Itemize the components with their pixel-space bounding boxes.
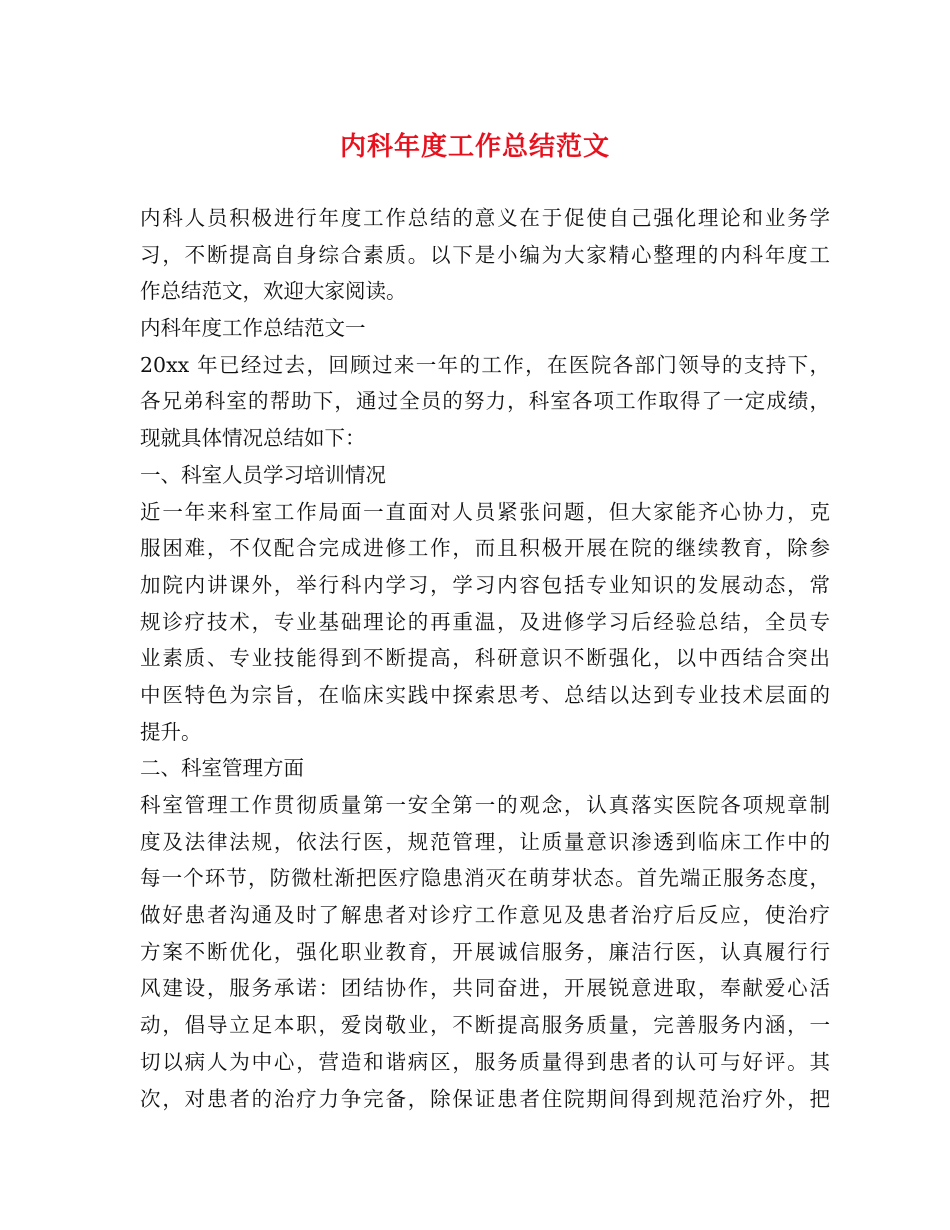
text-line: 方案不断优化，强化职业教育，开展诚信服务，廉洁行医，认真履行行 — [140, 939, 830, 964]
text-line: 近一年来科室工作局面一直面对人员紧张问题，但大家能齐心协力，克 — [140, 499, 830, 524]
text-line: 业素质、专业技能得到不断提高，科研意识不断强化，以中西结合突出 — [140, 646, 830, 671]
text-line: 各兄弟科室的帮助下，通过全员的努力，科室各项工作取得了一定成绩， — [140, 389, 830, 414]
text-line: 做好患者沟通及时了解患者对诊疗工作意见及患者治疗后反应，使治疗 — [140, 903, 830, 928]
text-line: 作总结范文，欢迎大家阅读。 — [140, 279, 407, 304]
text-line: 习，不断提高自身综合素质。以下是小编为大家精心整理的内科年度工 — [140, 242, 830, 267]
document-body — [140, 200, 830, 1117]
text-line: 风建设，服务承诺：团结协作，共同奋进，开展锐意进取，奉献爱心活 — [140, 976, 830, 1001]
section-heading: 一、科室人员学习培训情况 — [140, 462, 386, 487]
text-line: 每一个环节，防微杜渐把医疗隐患消灭在萌芽状态。首先端正服务态度， — [140, 866, 830, 891]
text-line: 加院内讲课外，举行科内学习，学习内容包括专业知识的发展动态，常 — [140, 572, 830, 597]
text-line: 中医特色为宗旨，在临床实践中探索思考、总结以达到专业技术层面的 — [140, 682, 830, 707]
text-line: 科室管理工作贯彻质量第一安全第一的观念，认真落实医院各项规章制 — [140, 793, 830, 817]
section-heading: 内科年度工作总结范文一 — [140, 316, 366, 341]
section-heading: 二、科室管理方面 — [140, 756, 304, 781]
text-line: 现就具体情况总结如下： — [140, 426, 366, 451]
text-line: 度及法律法规，依法行医，规范管理，让质量意识渗透到临床工作中的 — [140, 829, 830, 854]
text-line: 20xx 年已经过去，回顾过来一年的工作，在医院各部门领导的支持下， — [140, 352, 830, 377]
text-line: 内科人员积极进行年度工作总结的意义在于促使自己强化理论和业务学 — [140, 206, 830, 230]
document-title: 内科年度工作总结范文 — [339, 132, 610, 162]
text-line: 提升。 — [140, 719, 202, 744]
text-line: 规诊疗技术，专业基础理论的再重温，及进修学习后经验总结，全员专 — [140, 609, 830, 634]
text-line: 动，倡导立足本职，爱岗敬业，不断提高服务质量，完善服务内涵，一 — [140, 1013, 830, 1038]
text-line: 服困难，不仅配合完成进修工作，而且积极开展在院的继续教育，除参 — [140, 536, 830, 561]
text-line: 次，对患者的治疗力争完备，除保证患者住院期间得到规范治疗外，把 — [140, 1086, 830, 1111]
text-line: 切以病人为中心，营造和谐病区，服务质量得到患者的认可与好评。其 — [140, 1049, 830, 1074]
